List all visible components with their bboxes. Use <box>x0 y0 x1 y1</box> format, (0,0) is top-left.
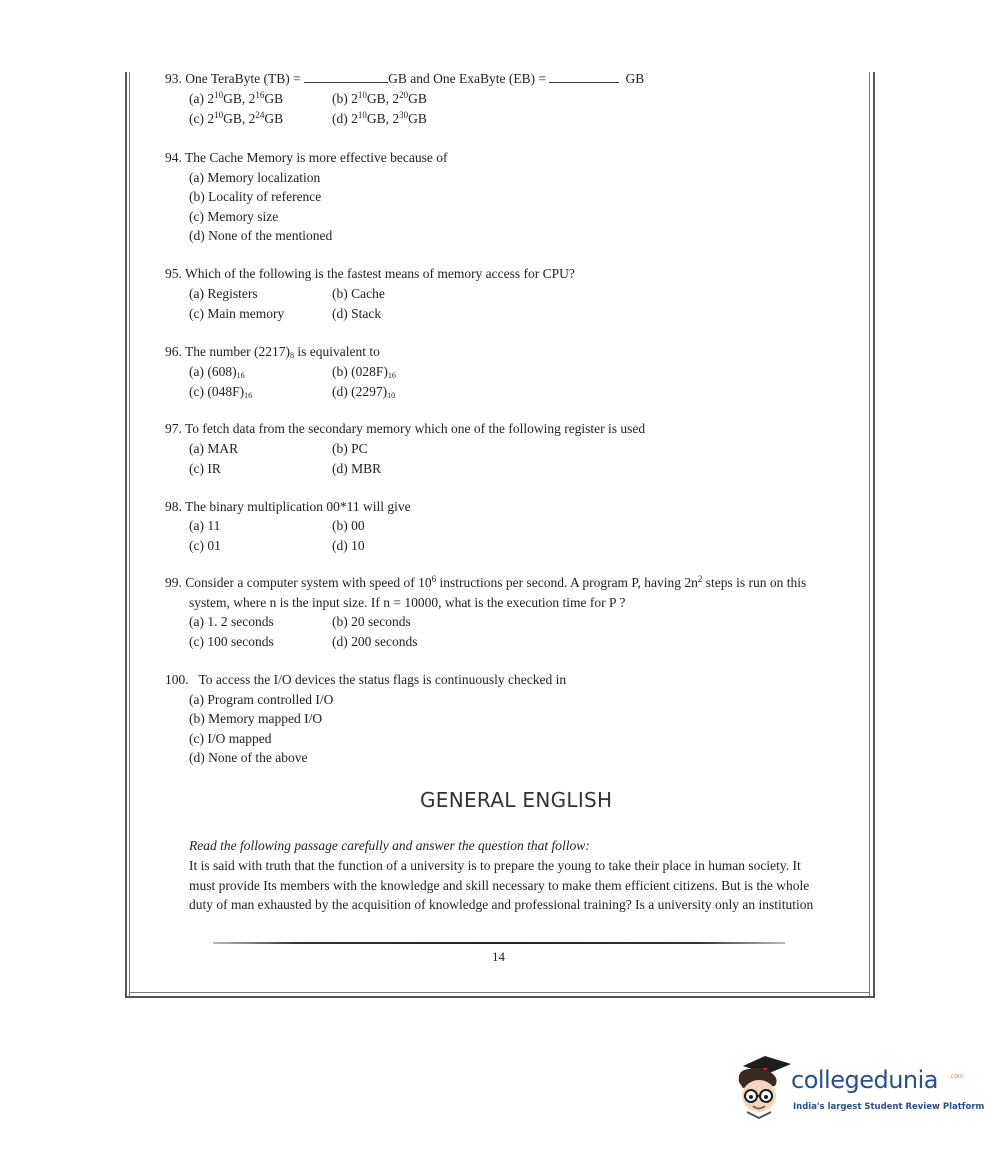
passage-line: duty of man exhausted by the acquisition of knowledge and professional training? Is a university only an institution <box>189 897 814 912</box>
option-a: (a) $2^{10}GB$, $2^{16}GB$ <box>189 90 284 106</box>
page-frame-left <box>125 72 127 998</box>
page-frame-bottom <box>125 996 875 998</box>
page-frame-left-inner <box>129 72 130 996</box>
logo-tagline: India's largest Student Review Platform <box>793 1102 985 1112</box>
mascot-icon <box>735 1052 795 1122</box>
option-a: (a) Memory localization <box>189 170 321 185</box>
option-a: (a) Registers <box>189 286 258 301</box>
question-stem: 100. To access the I/O devices the status flags is continuously checked in <box>165 672 567 687</box>
logo-domain-suffix: .com <box>949 1073 964 1080</box>
option-c: (c) Memory size <box>189 209 279 224</box>
option-d: (d) 10 <box>332 538 365 553</box>
option-c: (c) I/O mapped <box>189 731 272 746</box>
option-c: (c) IR <box>189 461 221 476</box>
option-d: (d) Stack <box>332 306 382 321</box>
option-b: (b) PC <box>332 441 368 456</box>
logo-wordmark: collegedunia <box>791 1066 939 1094</box>
page-frame-right <box>873 72 875 998</box>
option-b: (b) Locality of reference <box>189 189 322 204</box>
option-b: (b) Memory mapped I/O <box>189 711 323 726</box>
question-stem-line2: system, where n is the input size. If n = 10000, what is the execution time for P ? <box>189 595 626 610</box>
option-d: (d) $(2297)_{10}$ <box>332 384 396 400</box>
option-a: (a) Program controlled I/O <box>189 692 334 707</box>
page-frame-right-inner <box>869 72 870 996</box>
question-stem: 93. One TeraByte (TB) = GB and One ExaByte (EB) = GB <box>165 71 645 86</box>
option-a: (a) MAR <box>189 441 239 456</box>
page-number: 14 <box>492 949 505 964</box>
question-stem: 95. Which of the following is the fastest means of memory access for CPU? <box>165 266 575 281</box>
option-c: (c) 100 seconds <box>189 634 274 649</box>
page-frame-bottom-inner <box>129 992 870 993</box>
option-d: (d) None of the above <box>189 750 308 765</box>
option-b: (b) $2^{10}GB$, $2^{20}GB$ <box>332 90 427 106</box>
option-d: (d) MBR <box>332 461 382 476</box>
question-stem: 96. The number $(2217)_8$ is equivalent to <box>165 344 380 360</box>
passage-line: must provide Its members with the knowledge and skill necessary to make them efficient citizens. But is the whole <box>189 878 810 893</box>
option-a: (a) 11 <box>189 518 221 533</box>
question-stem: 94. The Cache Memory is more effective because of <box>165 150 448 165</box>
question-stem: 97. To fetch data from the secondary memory which one of the following register is used <box>165 421 646 436</box>
option-b: (b) $(028F)_{16}$ <box>332 364 396 380</box>
option-c: (c) 01 <box>189 538 221 553</box>
option-a: (a) $(608)_{16}$ <box>189 364 245 380</box>
passage-line: It is said with truth that the function of a university is to prepare the young to take their place in human society. It <box>189 858 801 873</box>
answer-blank <box>304 82 388 83</box>
collegedunia-logo <box>735 1052 985 1122</box>
section-heading: GENERAL ENGLISH <box>420 788 613 812</box>
option-b: (b) 20 seconds <box>332 614 411 629</box>
question-stem: 99. Consider a computer system with speed of $10^6$ instructions per second. A program P, having $2n^2$ steps is run on this <box>165 574 807 590</box>
option-b: (b) 00 <box>332 518 365 533</box>
option-b: (b) Cache <box>332 286 385 301</box>
option-d: (d) None of the mentioned <box>189 228 333 243</box>
option-d: (d) 200 seconds <box>332 634 418 649</box>
option-c: (c) Main memory <box>189 306 285 321</box>
option-c: (c) $2^{10}GB$, $2^{24}GB$ <box>189 110 284 126</box>
option-d: (d) $2^{10}GB$, $2^{30}GB$ <box>332 110 427 126</box>
footer-divider <box>213 942 785 944</box>
option-a: (a) 1. 2 seconds <box>189 614 274 629</box>
question-stem: 98. The binary multiplication 00*11 will give <box>165 499 411 514</box>
passage-instruction: Read the following passage carefully and answer the question that follow: <box>189 838 590 853</box>
answer-blank <box>549 82 619 83</box>
option-c: (c) $(048F)_{16}$ <box>189 384 253 400</box>
